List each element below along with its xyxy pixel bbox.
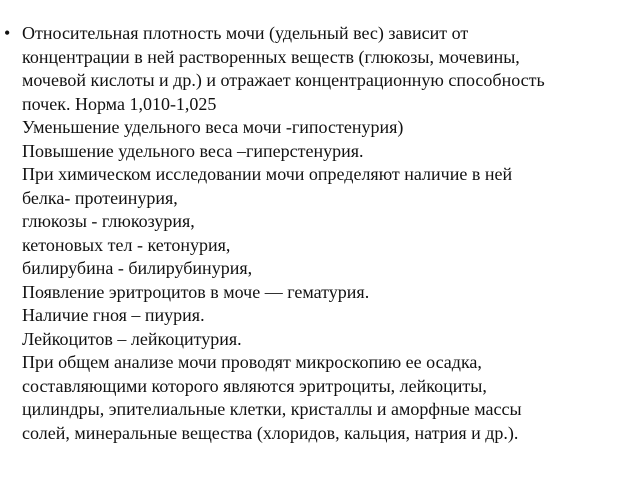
text-line: почек. Норма 1,010-1,025 (22, 93, 217, 114)
text-line: концентрации в ней растворенных веществ (глюкозы, мочевины, (22, 46, 520, 67)
text-line: Уменьшение удельного веса мочи -гипостенурия) (22, 117, 404, 137)
text-line: Повышение удельного веса –гиперстенурия. (22, 140, 364, 161)
text-line: билирубина - билирубинурия, (22, 258, 253, 278)
bullet-marker: • (4, 23, 11, 43)
text-line: Относительная плотность мочи (удельный вес) зависит от (22, 23, 469, 43)
text-line: цилиндры, эпителиальные клетки, кристаллы и аморфные массы (22, 399, 522, 419)
bullet-item (2, 22, 622, 445)
text-line: белка- протеинурия, (22, 187, 178, 208)
text-line: мочевой кислоты и др.) и отражает концентрационную способность (22, 70, 545, 90)
text-line: составляющими которого являются эритроциты, лейкоциты, (22, 375, 487, 396)
text-line: солей, минеральные вещества (хлоридов, кальция, натрия и др.). (22, 422, 519, 443)
text-line: При общем анализе мочи проводят микроскопию ее осадка, (22, 352, 482, 372)
bullet-list (2, 22, 622, 445)
text-line: кетоновых тел - кетонурия, (22, 234, 231, 255)
text-line: глюкозы - глюкозурия, (22, 211, 195, 231)
text-line: При химическом исследовании мочи определяют наличие в ней (22, 164, 513, 184)
text-line: Появление эритроцитов в моче — гематурия. (22, 281, 370, 302)
text-line: Лейкоцитов – лейкоцитурия. (22, 328, 242, 349)
text-line: Наличие гноя – пиурия. (22, 305, 205, 325)
